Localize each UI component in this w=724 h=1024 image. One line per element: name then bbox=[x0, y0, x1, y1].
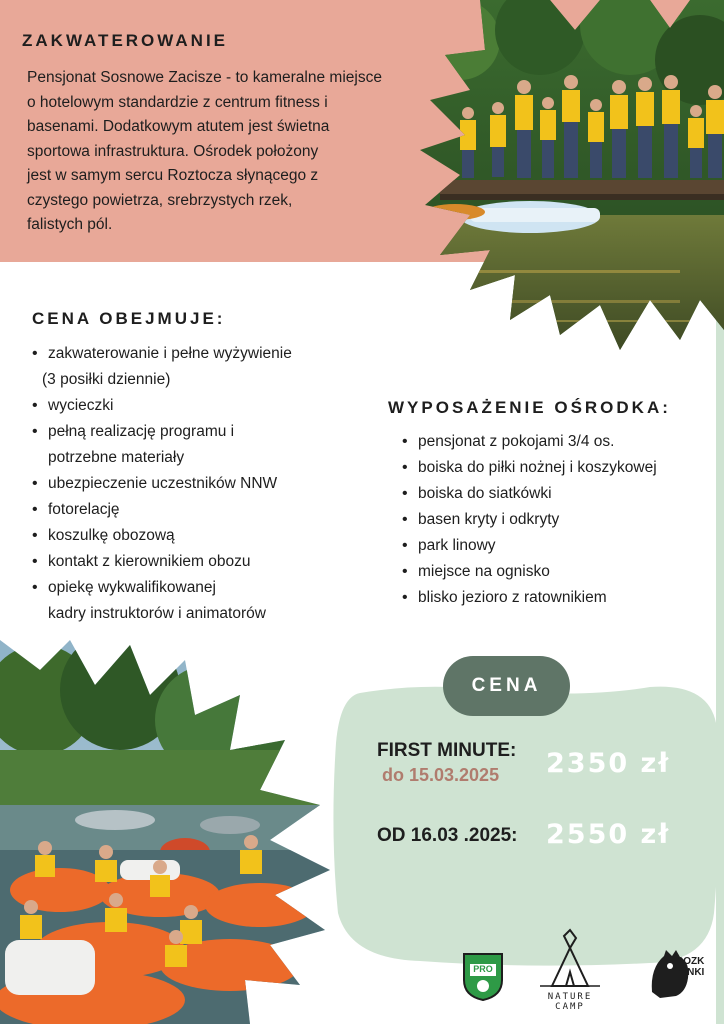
list-item bbox=[400, 585, 710, 611]
pro-logo bbox=[460, 950, 506, 1002]
accommodation-line: Pensjonat Sosnowe Zacisze - to kameralne miejsce bbox=[27, 69, 382, 86]
first-minute-date: do 15.03.2025 bbox=[382, 765, 500, 785]
list-item bbox=[30, 523, 360, 549]
list-item-text: potrzebne materiały bbox=[48, 449, 185, 466]
list-item-text: kadry instruktorów i animatorów bbox=[48, 605, 266, 622]
list-item bbox=[30, 549, 360, 575]
list-item-text: pełną realizację programu i bbox=[48, 423, 235, 440]
facilities-heading: WYPOSAŻENIE OŚRODKA: bbox=[388, 398, 671, 417]
list-item bbox=[400, 455, 710, 481]
regular-price: 2550 zł bbox=[546, 819, 671, 850]
pedal-boats-photo bbox=[0, 640, 330, 1024]
includes-list bbox=[30, 341, 360, 627]
list-item-text: (3 posiłki dziennie) bbox=[42, 371, 171, 388]
list-item bbox=[400, 507, 710, 533]
list-item-text: park linowy bbox=[418, 537, 496, 554]
list-item-text: blisko jezioro z ratownikiem bbox=[418, 589, 607, 606]
kids-on-pier-photo bbox=[400, 0, 724, 350]
accommodation-line: czystego powietrza, srebrzystych rzek, bbox=[27, 191, 293, 209]
list-item bbox=[30, 471, 360, 497]
nature-camp-logo bbox=[530, 928, 610, 1012]
pro-logo-text: PRO bbox=[473, 964, 493, 974]
list-item-text: pensjonat z pokojami 3/4 os. bbox=[418, 433, 615, 450]
list-item-text: basen kryty i odkryty bbox=[418, 511, 560, 528]
includes-heading: CENA OBEJMUJE: bbox=[32, 309, 226, 328]
list-item bbox=[30, 497, 360, 523]
pro-shield-icon bbox=[460, 950, 506, 1002]
first-minute-label: FIRST MINUTE: bbox=[377, 740, 517, 761]
list-item-text: opiekę wykwalifikowanej bbox=[48, 579, 216, 596]
accommodation-line: basenami. Dodatkowym atutem jest świetna bbox=[27, 118, 330, 135]
first-minute-price: 2350 zł bbox=[546, 748, 671, 779]
rozkminki-logo bbox=[646, 948, 708, 1000]
list-item bbox=[400, 559, 710, 585]
list-item bbox=[30, 419, 360, 471]
accommodation-line: jest w samym sercu Roztocza słynącego z bbox=[27, 167, 319, 184]
list-item-text: boiska do piłki nożnej i koszykowej bbox=[418, 459, 657, 476]
list-item bbox=[400, 429, 710, 455]
facilities-list bbox=[400, 429, 710, 611]
accommodation-line: sportowa infrastruktura. Ośrodek położony bbox=[27, 142, 319, 160]
list-item bbox=[30, 575, 360, 627]
list-item-text: ubezpieczenie uczestników NNW bbox=[48, 475, 278, 492]
price-heading-pill: CENA bbox=[443, 656, 570, 716]
list-item bbox=[400, 533, 710, 559]
accommodation-description bbox=[27, 66, 402, 238]
accommodation-line: falistych pól. bbox=[27, 216, 113, 233]
list-item-text: fotorelację bbox=[48, 501, 120, 518]
list-item-text: zakwaterowanie i pełne wyżywienie bbox=[48, 345, 292, 362]
accommodation-heading: ZAKWATEROWANIE bbox=[22, 31, 229, 50]
nature-camp-text: NATURE CAMP bbox=[547, 992, 593, 1012]
wolf-tent-icon bbox=[530, 928, 610, 990]
rozkminki-text: ROZKMINKI bbox=[676, 956, 705, 978]
list-item bbox=[30, 341, 360, 393]
list-item-text: miejsce na ognisko bbox=[418, 563, 550, 580]
list-item-text: boiska do siatkówki bbox=[418, 485, 552, 502]
list-item bbox=[30, 393, 360, 419]
accommodation-line: o hotelowym standardzie z centrum fitness i bbox=[27, 93, 328, 111]
list-item-text: kontakt z kierownikiem obozu bbox=[48, 553, 251, 570]
list-item bbox=[400, 481, 710, 507]
regular-price-label: OD 16.03 .2025: bbox=[377, 825, 518, 846]
list-item-text: wycieczki bbox=[48, 397, 114, 414]
list-item-text: koszulkę obozową bbox=[48, 527, 175, 544]
